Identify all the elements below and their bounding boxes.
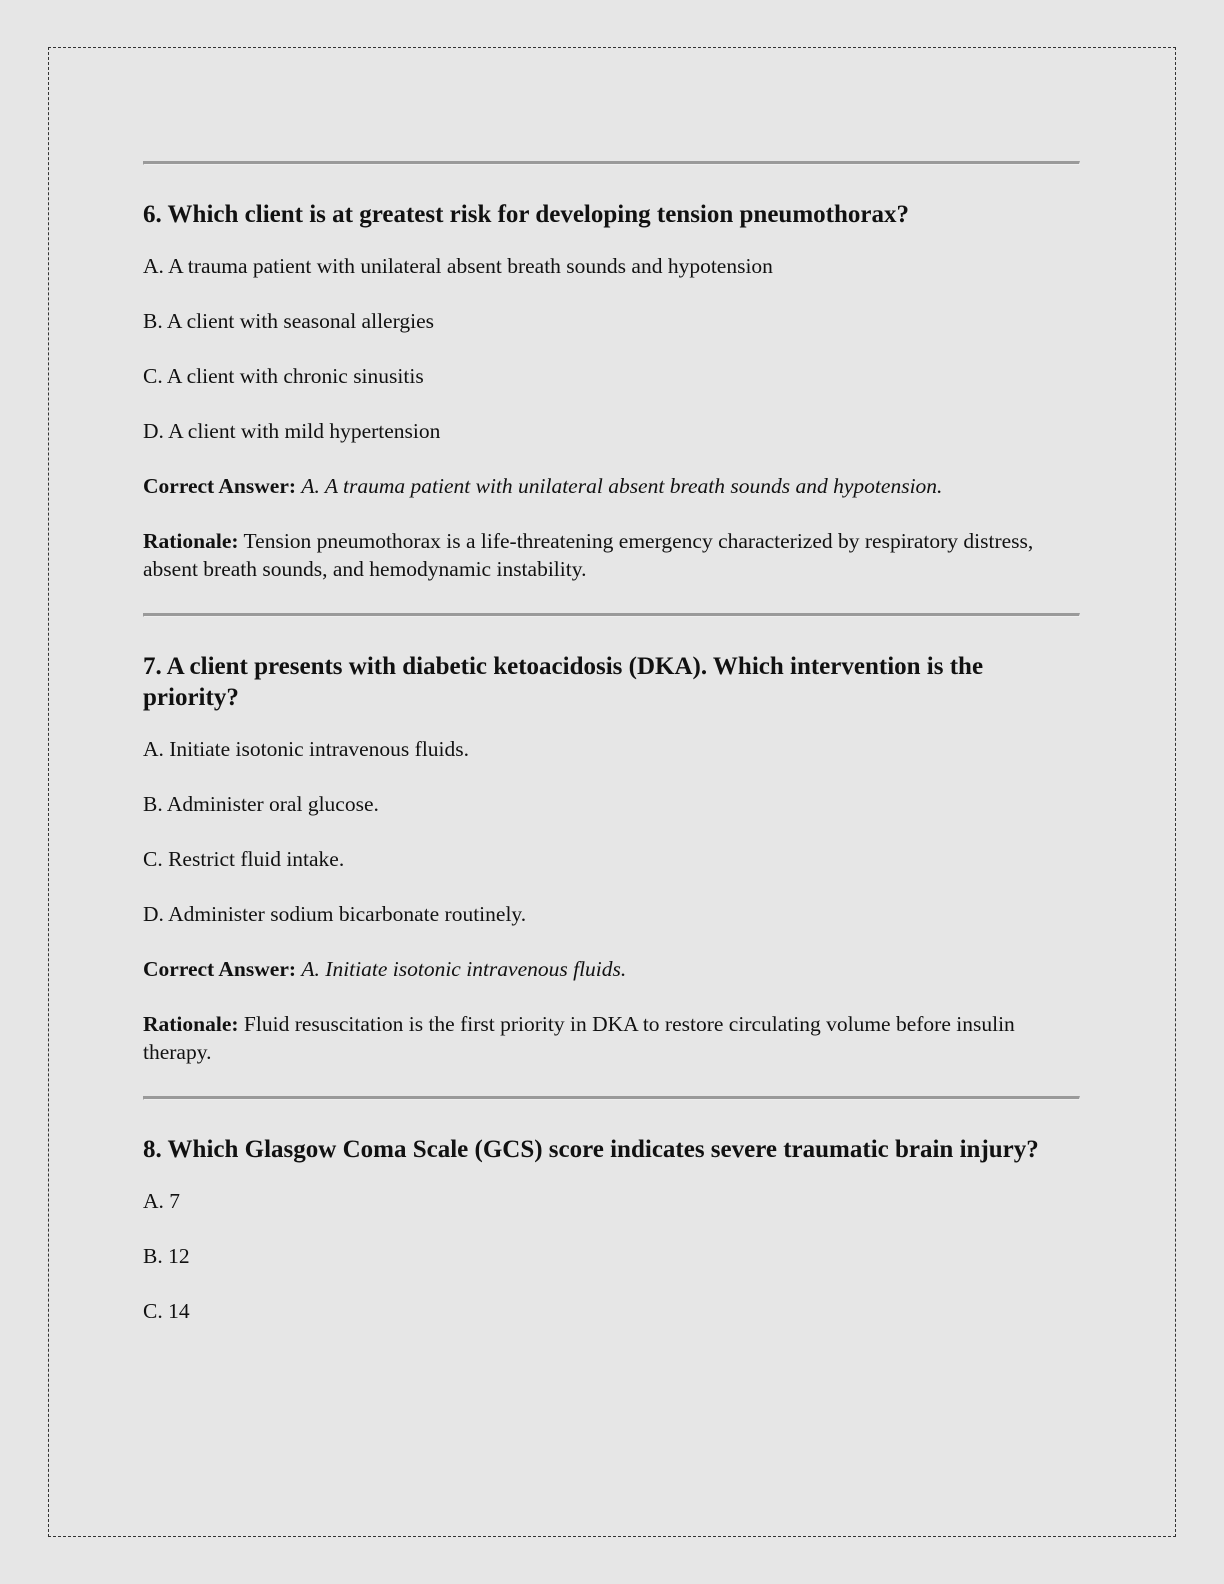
question-text: 6. Which client is at greatest risk for developing tension pneumothorax? <box>143 201 909 228</box>
rationale <box>143 527 1080 583</box>
option-b: B. 12 <box>143 1244 190 1268</box>
rationale-label: Rationale: <box>143 529 239 553</box>
option-b: B. Administer oral glucose. <box>143 792 379 816</box>
rationale-text: Tension pneumothorax is a life-threatening emergency characterized by respiratory distress, absent breath sounds, and hemodynamic instability. <box>143 529 1034 581</box>
question-6 <box>143 165 1080 613</box>
question-text: 8. Which Glasgow Coma Scale (GCS) score indicates severe traumatic brain injury? <box>143 1136 1039 1163</box>
rationale-text: Fluid resuscitation is the first priority in DKA to restore circulating volume before insulin therapy. <box>143 1012 1015 1064</box>
correct-answer-label: Correct Answer: <box>143 474 297 498</box>
correct-answer-value: A. A trauma patient with unilateral absent breath sounds and hypotension. <box>301 474 943 498</box>
correct-answer-value: A. Initiate isotonic intravenous fluids. <box>301 957 627 981</box>
document-content <box>143 161 1080 1382</box>
correct-answer <box>143 472 1080 500</box>
option-c: C. 14 <box>143 1299 190 1323</box>
correct-answer-label: Correct Answer: <box>143 957 297 981</box>
rationale <box>143 1010 1080 1066</box>
option-c: C. Restrict fluid intake. <box>143 847 345 871</box>
question-8 <box>143 1100 1080 1382</box>
question-7 <box>143 617 1080 1096</box>
option-a: A. 7 <box>143 1189 181 1213</box>
option-d: D. A client with mild hypertension <box>143 419 441 443</box>
option-a: A. A trauma patient with unilateral absent breath sounds and hypotension <box>143 254 773 278</box>
correct-answer <box>143 955 1080 983</box>
rationale-label: Rationale: <box>143 1012 239 1036</box>
option-a: A. Initiate isotonic intravenous fluids. <box>143 737 470 761</box>
option-c: C. A client with chronic sinusitis <box>143 364 424 388</box>
option-d: D. Administer sodium bicarbonate routinely. <box>143 902 527 926</box>
option-b: B. A client with seasonal allergies <box>143 309 434 333</box>
question-text: 7. A client presents with diabetic ketoacidosis (DKA). Which intervention is the priority? <box>143 653 984 711</box>
